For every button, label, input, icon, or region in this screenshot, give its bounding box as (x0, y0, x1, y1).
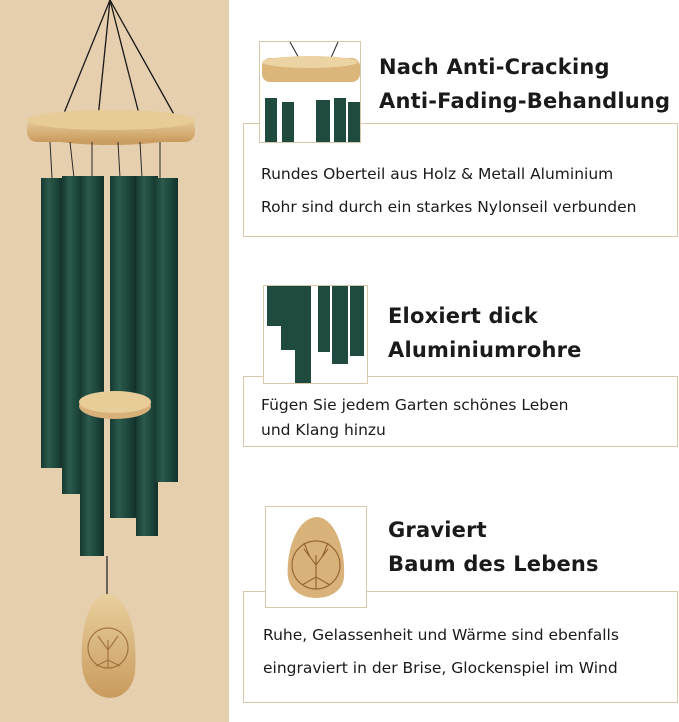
wooden-top-with-tubes-icon (259, 41, 361, 143)
aluminium-tubes-icon (263, 285, 368, 384)
feature-1-desc-line-1: Rundes Oberteil aus Holz & Metall Aluminium (261, 165, 614, 183)
wind-chime-product-image (0, 0, 229, 722)
feature-1-title-line-2: Anti-Fading-Behandlung (379, 89, 671, 113)
feature-2-title-line-2: Aluminiumrohre (388, 338, 582, 362)
feature-3-desc-line-2: eingraviert in der Brise, Glockenspiel im Wind (263, 659, 618, 677)
tree-of-life-pendant-icon (265, 506, 367, 608)
feature-1-title-line-1: Nach Anti-Cracking (379, 55, 610, 79)
feature-3-title-line-1: Graviert (388, 518, 487, 542)
feature-3-title-line-2: Baum des Lebens (388, 552, 599, 576)
feature-2-desc-line-2: und Klang hinzu (261, 421, 386, 439)
feature-2-title-line-1: Eloxiert dick (388, 304, 538, 328)
feature-2-desc-line-1: Fügen Sie jedem Garten schönes Leben (261, 396, 569, 414)
feature-3-desc-line-1: Ruhe, Gelassenheit und Wärme sind ebenfalls (263, 626, 619, 644)
feature-1-desc-line-2: Rohr sind durch ein starkes Nylonseil verbunden (261, 198, 637, 216)
